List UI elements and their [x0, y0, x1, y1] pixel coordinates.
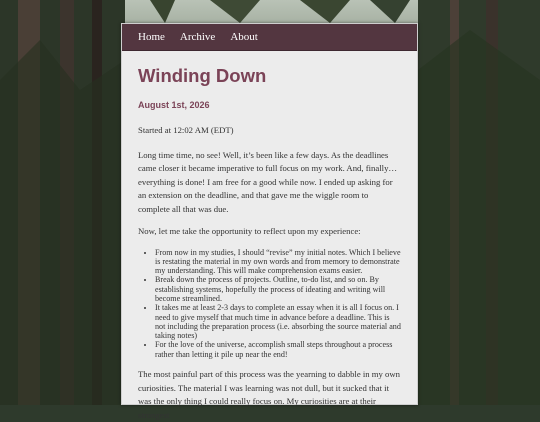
nav-home-link[interactable]: Home	[138, 31, 165, 43]
list-item: • From now in my studies, I should “revise” my initial notes. Which I believe is restating the material in my own words and from memory to demonstrate my understanding. This will make comprehension exams easier.	[155, 248, 401, 276]
post-content	[122, 51, 417, 422]
post-started-time: Started at 12:02 AM (EDT)	[138, 125, 234, 135]
reflection-list	[138, 248, 401, 360]
blog-post-card	[121, 23, 418, 420]
post-paragraph-1: Long time time, no see! Well, it’s been like a few days. As the deadlines came closer it became imperative to full focus on my work. And, finally… everything is done! I am free for a good while now. I ended up asking for an extension on the deadline, and that gave me the wiggle room to complete all that was due.	[138, 149, 398, 214]
nav-archive-link[interactable]: Archive	[179, 31, 216, 43]
list-item: • For the love of the universe, accomplish small steps throughout a process rather than letting it pile up near the end!	[155, 340, 401, 359]
top-navigation	[122, 24, 417, 51]
list-item: • It takes me at least 2-3 days to complete an essay when it is all I focus on. I need to give myself that much time in advance before a deadline. This is not including the preparation process (i.e. absorbing the source material and taking notes)	[155, 303, 401, 340]
nav-about-link[interactable]: About	[230, 31, 258, 43]
post-paragraph-3: The most painful part of this process was the yearning to dabble in my own curiosities. The material I was learning was not dull, but it sucked that it was the only thing I could really focus on. My curiosities are at their strongest	[138, 369, 401, 420]
post-date: August 1st, 2026	[138, 100, 210, 110]
list-item: • Break down the process of projects. Outline, to-do list, and so on. By establishing systems, hopefully the process of ideating and writing will become streamlined.	[155, 275, 401, 303]
post-paragraph-2: Now, let me take the opportunity to reflect upon my experience:	[138, 226, 361, 236]
post-title: Winding Down	[138, 65, 267, 86]
